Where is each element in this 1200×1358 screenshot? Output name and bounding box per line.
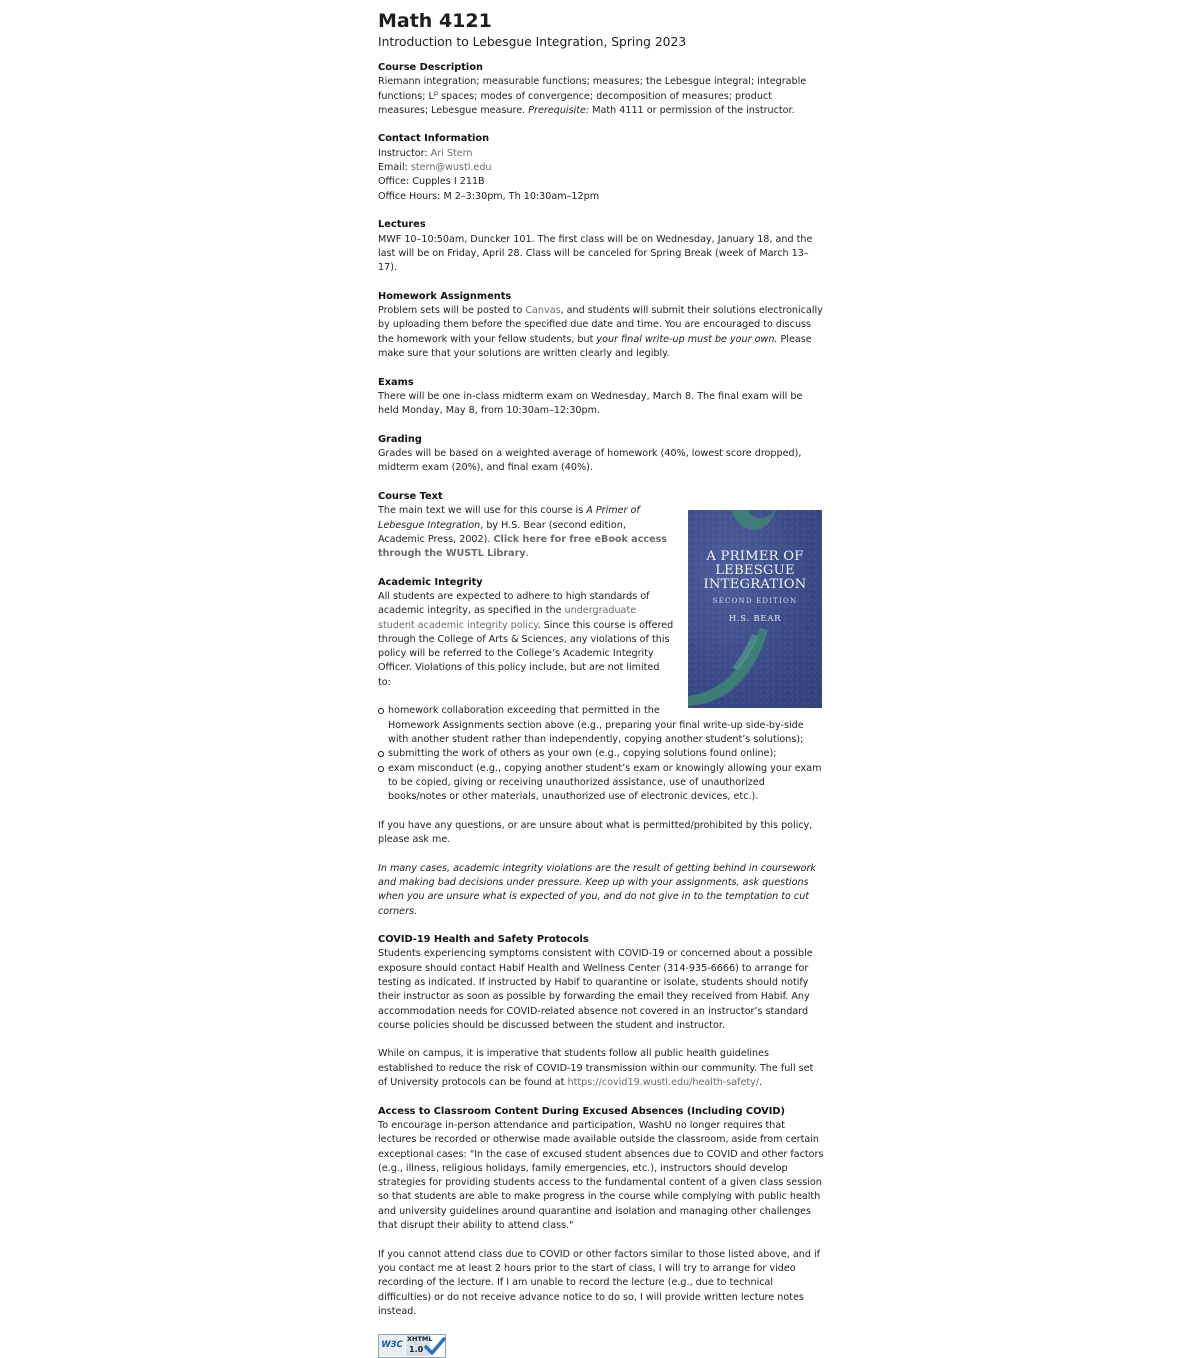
instructor-link[interactable]: Ari Stern bbox=[430, 147, 473, 159]
prerequisite-label: Prerequisite: bbox=[528, 104, 590, 116]
instructor-line: Instructor: Ari Stern bbox=[378, 147, 473, 159]
access-paragraph-2: If you cannot attend class due to COVID or other factors similar to those listed above, and if you contact me at least 2 hours prior to the start of class, I will try to arrange for video recording of the lecture. If I am unable to record the lecture (e.g., due to technical difficulties) or do not receive advance notice to do so, I will provide written lecture notes instead. bbox=[378, 1248, 821, 1317]
homework-text: Problem sets will be posted to Canvas, and students will submit their solutions electronically by uploading them before the specified due date and time. You are encouraged to discuss the homework with your fellow students, but your final write-up must be your own. Please make sure that your solutions are written clearly and legibly. bbox=[378, 305, 823, 359]
section-heading: Lectures bbox=[378, 219, 426, 231]
list-item: homework collaboration exceeding that permitted in the Homework Assignments section above (e.g., preparing your final write-up side-by-side with another student rather than independently, copying another student’s solutions); bbox=[388, 704, 824, 747]
list-item: exam misconduct (e.g., copying another student’s exam or knowingly allowing your exam to be copied, giving or receiving unauthorized assistance, use of unauthorized books/notes or other materials, unauthorized use of electronic devices, etc.). bbox=[388, 762, 824, 805]
book-title: A Primer of Lebesgue Integration bbox=[378, 505, 640, 531]
covid-protocols-link[interactable]: https://covid19.wustl.edu/health-safety/ bbox=[567, 1077, 760, 1089]
canvas-link[interactable]: Canvas bbox=[525, 305, 561, 317]
section-heading: Homework Assignments bbox=[378, 290, 512, 302]
grading-text: Grades will be based on a weighted average of homework (40%, lowest score dropped), midterm exam (20%), and final exam (40%). bbox=[378, 448, 802, 474]
section-heading: Course Text bbox=[378, 490, 443, 502]
book-cover-edition: SECOND EDITION bbox=[712, 597, 798, 606]
section-heading: Contact Information bbox=[378, 133, 490, 145]
access-section bbox=[378, 1105, 824, 1319]
contact-section bbox=[378, 132, 824, 203]
book-cover-title: A PRIMER OF LEBESGUE INTEGRATION bbox=[703, 549, 807, 593]
page-subtitle: Introduction to Lebesgue Integration, Spring 2023 bbox=[378, 35, 687, 49]
covid-section bbox=[378, 933, 824, 1090]
exams-section bbox=[378, 376, 824, 419]
integrity-advice: In many cases, academic integrity violations are the result of getting behind in coursework and making bad decisions under pressure. Keep up with your assignments, ask questions when you are unsure what is expected of you, and do not give in to the temptation to cut corners. bbox=[378, 862, 816, 917]
questions-text: If you have any questions, or are unsure about what is permitted/prohibited by this policy, please ask me. bbox=[378, 819, 813, 846]
book-cover-swirl bbox=[688, 510, 822, 708]
list-item: submitting the work of others as your own (e.g., copying solutions found online); bbox=[388, 747, 824, 761]
w3c-xhtml-badge[interactable] bbox=[378, 1334, 446, 1358]
p-superscript: p bbox=[433, 88, 438, 97]
lectures-text: MWF 10–10:50am, Duncker 101. The first class will be on Wednesday, January 18, and the last will be on Friday, April 28. Class will be canceled for Spring Break (week of March 13–17). bbox=[378, 233, 813, 274]
section-heading: Access to Classroom Content During Excused Absences (Including COVID) bbox=[378, 1105, 785, 1117]
badge-version-label: 1.0 bbox=[409, 1345, 424, 1355]
section-heading: Academic Integrity bbox=[378, 576, 483, 588]
course-description-section bbox=[378, 61, 824, 118]
covid-paragraph-2: While on campus, it is imperative that students follow all public health guidelines established to reduce the risk of COVID-19 transmission within our community. The full set of University protocols can be found at https://covid19.wustl.edu/health-safety/. bbox=[378, 1048, 814, 1089]
section-heading: Course Description bbox=[378, 62, 483, 73]
course-text-section bbox=[378, 490, 824, 919]
course-text-paragraph: The main text we will use for this course is A Primer of Lebesgue Integration, by H.S. Bear (second edition, Academic Press, 2002). Click here for free eBook access through the WUSTL Library. bbox=[378, 505, 668, 560]
circle-bullet-icon bbox=[378, 766, 384, 772]
office-hours-line: Office Hours: M 2–3:30pm, Th 10:30am–12pm bbox=[378, 190, 600, 202]
office-line: Office: Cupples I 211B bbox=[378, 176, 485, 188]
w3c-logo: W3C bbox=[379, 1335, 405, 1356]
integrity-text: All students are expected to adhere to high standards of academic integrity, as specified in the undergraduate student academic integrity policy. Since this course is offered through the College of Arts & Sciences, any violations of this policy will be referred to the College’s Academic Integrity Officer. Violations of this policy include, but are not limited to: bbox=[378, 590, 674, 688]
section-heading: Grading bbox=[378, 433, 422, 445]
description-text: Riemann integration; measurable functions; measures; the Lebesgue integral; integrable functions; $L^p$ spaces; modes of convergence; decomposition of measures; product measures; Lebesgue measure. Prerequisite: Math 4111 or permission of the instructor. bbox=[378, 76, 807, 116]
homework-section bbox=[378, 290, 824, 361]
circle-bullet-icon bbox=[378, 708, 384, 714]
book-cover-author: H.S. BEAR bbox=[728, 613, 782, 624]
email-line: Email: stern@wustl.edu bbox=[378, 162, 492, 174]
page-content bbox=[378, 8, 824, 1358]
book-cover-image bbox=[688, 510, 822, 708]
exams-text: There will be one in-class midterm exam on Wednesday, March 8. The final exam will be held Monday, May 8, from 10:30am–12:30pm. bbox=[378, 390, 803, 417]
section-heading: COVID-19 Health and Safety Protocols bbox=[378, 934, 589, 946]
section-heading: Exams bbox=[378, 376, 414, 388]
grading-section bbox=[378, 433, 824, 476]
access-paragraph-1: To encourage in-person attendance and participation, WashU no longer requires that lectures be recorded or otherwise made available outside the classroom, aside from certain exceptional cases: "In the case of excused student absences due to COVID and other factors (e.g., illness, religious holidays, family emergencies, etc.), instructors should develop strategies for providing students access to the fundamental content of a given class session so that students are able to make progress in the course while complying with public health and university guidelines around quarantine and isolation and managing other challenges that disrupt their ability to attend class." bbox=[378, 1119, 824, 1232]
checkmark-icon bbox=[424, 1336, 446, 1358]
badge-xhtml-label: XHTML bbox=[407, 1335, 433, 1344]
covid-paragraph-1: Students experiencing symptoms consistent with COVID-19 or concerned about a possible exposure should contact Habif Health and Wellness Center (314-935-6666) to arrange for testing as indicated. If instructed by Habif to quarantine or isolate, students should notify their instructor as soon as possible by forwarding the email they received from Habif. Any accommodation needs for COVID-related absence not covered in an instructor’s standard course policies should be discussed between the student and instructor. bbox=[378, 948, 813, 1031]
integrity-policy-link[interactable]: undergraduate student academic integrity policy bbox=[378, 605, 637, 631]
violations-list bbox=[378, 704, 824, 804]
circle-bullet-icon bbox=[378, 751, 384, 757]
ebook-link[interactable]: Click here for free eBook access through the WUSTL Library bbox=[378, 533, 668, 560]
page-title: Math 4121 bbox=[378, 10, 492, 32]
email-link[interactable]: stern@wustl.edu bbox=[410, 162, 492, 174]
lectures-section bbox=[378, 218, 824, 275]
